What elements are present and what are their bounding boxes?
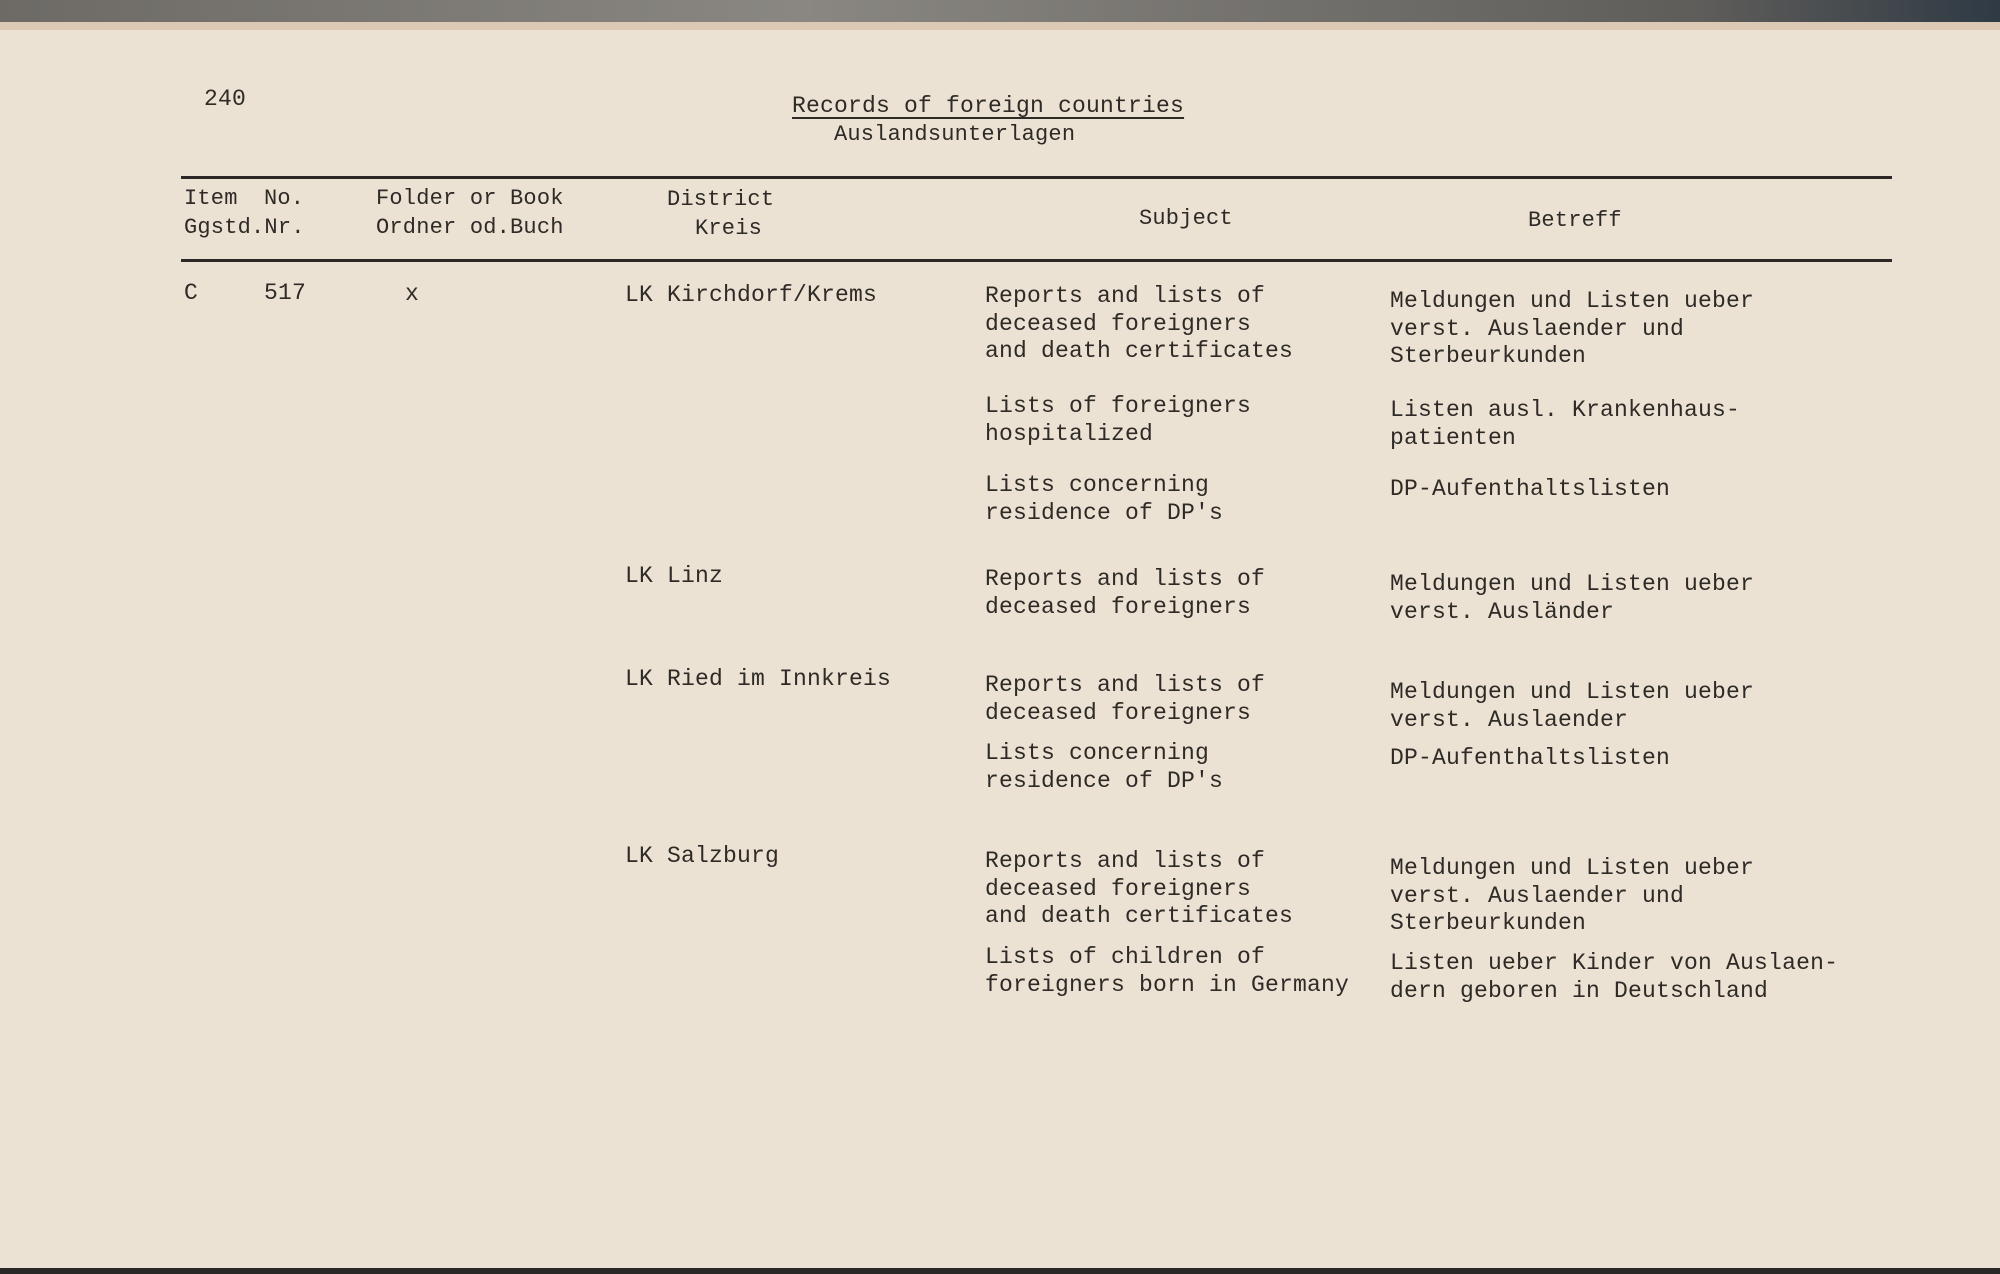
page-number: 240	[204, 86, 247, 112]
betreff-entry: Listen ueber Kinder von Auslaen- dern geboren in Deutschland	[1390, 950, 1839, 1004]
subject-entry: Reports and lists of deceased foreigners and death certificates	[985, 848, 1294, 929]
subject-entry: Lists concerning residence of DP's	[985, 472, 1224, 526]
district: LK Ried im Innkreis	[625, 666, 892, 692]
header-betreff: Betreff	[1528, 208, 1622, 233]
record-no: 517	[264, 280, 307, 306]
subject-entry: Reports and lists of deceased foreigners	[985, 566, 1266, 620]
subject-entry: Lists concerning residence of DP's	[985, 740, 1224, 794]
record-folder: x	[405, 281, 420, 307]
district: LK Kirchdorf/Krems	[625, 282, 878, 308]
header-kreis: Kreis	[695, 216, 763, 241]
header-top-rule	[181, 176, 1892, 179]
page-top-edge	[0, 0, 2000, 22]
subject-entry: Reports and lists of deceased foreigners	[985, 672, 1266, 726]
betreff-entry: DP-Aufenthaltslisten	[1390, 745, 1671, 771]
header-district: District	[667, 187, 775, 212]
record-item: C	[184, 280, 199, 306]
header-ggstd: Ggstd.Nr.	[184, 215, 305, 240]
page-title: Records of foreign countries	[792, 93, 1185, 119]
betreff-entry: Meldungen und Listen ueber verst. Auslaender und Sterbeurkunden	[1390, 855, 1755, 936]
betreff-entry: Meldungen und Listen ueber verst. Auslaender und Sterbeurkunden	[1390, 288, 1755, 369]
header-folder: Folder or Book	[376, 186, 564, 211]
header-ordner: Ordner od.Buch	[376, 215, 564, 240]
header-bottom-rule	[181, 259, 1892, 262]
header-item: Item	[184, 186, 238, 211]
betreff-entry: DP-Aufenthaltslisten	[1390, 476, 1671, 502]
district: LK Salzburg	[625, 843, 780, 869]
page-subtitle: Auslandsunterlagen	[834, 122, 1076, 147]
page-edge-shadow	[0, 22, 2000, 30]
subject-entry: Lists of foreigners hospitalized	[985, 393, 1252, 447]
subject-entry: Reports and lists of deceased foreigners and death certificates	[985, 283, 1294, 364]
betreff-entry: Meldungen und Listen ueber verst. Auslaender	[1390, 679, 1755, 733]
betreff-entry: Listen ausl. Krankenhaus- patienten	[1390, 397, 1741, 451]
page-bottom-edge	[0, 1268, 2000, 1274]
district: LK Linz	[625, 563, 724, 589]
header-subject: Subject	[1139, 206, 1233, 231]
header-no: No.	[264, 186, 305, 211]
subject-entry: Lists of children of foreigners born in Germany	[985, 944, 1350, 998]
betreff-entry: Meldungen und Listen ueber verst. Ausländer	[1390, 571, 1755, 625]
